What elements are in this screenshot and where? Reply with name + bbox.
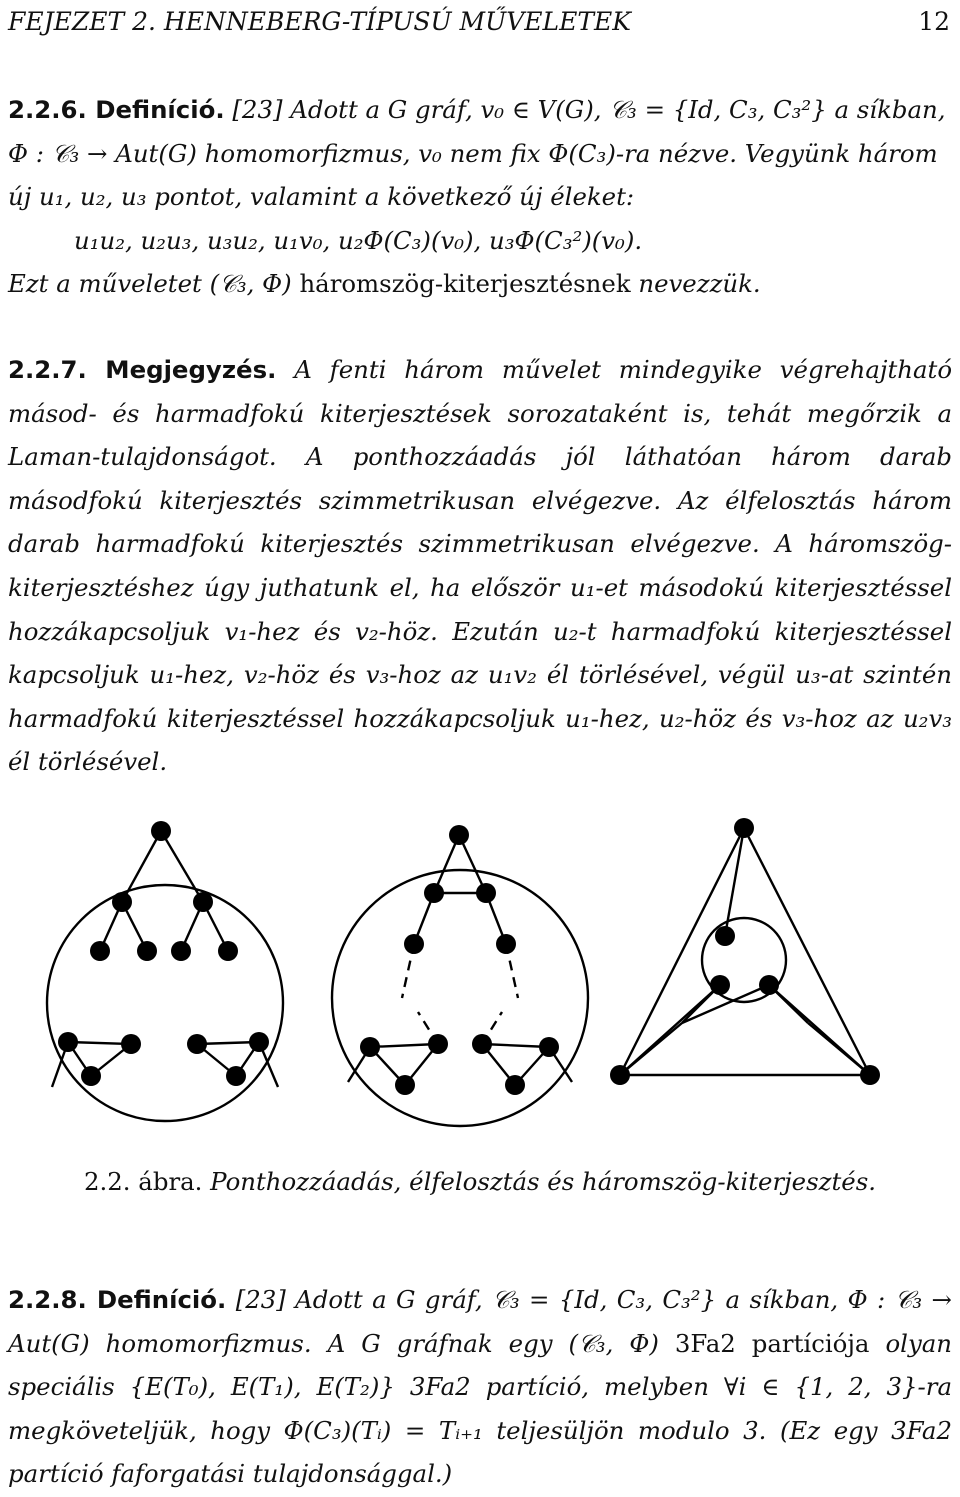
graph-1-vertex (193, 892, 213, 912)
definition-2-2-8 (8, 1278, 952, 1496)
graph-2-vertex (505, 1075, 525, 1095)
chapter-title: FEJEZET 2. HENNEBERG-TÍPUSÚ MŰVELETEK (8, 7, 631, 36)
graph-2-circle (332, 870, 588, 1126)
graph-1-vertex (58, 1032, 78, 1052)
graph-2-vertex (428, 1034, 448, 1054)
page-number: 12 (918, 7, 950, 36)
figure-caption (0, 1160, 960, 1204)
graph-1-vertex (137, 941, 157, 961)
graph-3-vertex (610, 1065, 630, 1085)
definition-text-c: olyan speciális {E(T₀), E(T₁), E(T₂)} 3Fa2 partíció, melyben ∀i ∈ {1, 2, 3}-ra megköveteljük, hogy Φ(C₃)(Tᵢ) = Tᵢ₊₁ teljesüljön modulo 3. (Ez egy 3Fa2 partíció faforgatási tulajdonsággal.) (8, 1328, 952, 1489)
definition-text-a: [23] Adott a G gráf, 𝒞₃ = {Id, C₃, C₃²} a síkban, Φ : 𝒞₃ → Aut(G) homomorfizmus. A G gráfnak egy (𝒞₃, Φ) (8, 1285, 952, 1358)
graph-1-circle (47, 885, 283, 1121)
graph-1-vertex (187, 1034, 207, 1054)
graph-1-vertex (171, 941, 191, 961)
graph-2-vertex (424, 883, 444, 903)
definition-line-5a: Ezt a műveletet (𝒞₃, Φ) (8, 269, 292, 299)
definition-2-2-6 (8, 88, 952, 306)
definition-line-1: [23] Adott a G gráf, v₀ ∈ V(G), 𝒞₃ = {Id, C₃, C₃²} a síkban, (232, 95, 946, 124)
graph-1-vertex (151, 821, 171, 841)
definition-edge-list: u₁u₂, u₂u₃, u₃u₂, u₁v₀, u₂Φ(C₃)(v₀), u₃Φ(C₃²)(v₀). (74, 225, 643, 255)
graph-3-vertex (759, 975, 779, 995)
graph-2-vertex (476, 883, 496, 903)
definition-label: 2.2.6. Definíció. (8, 95, 225, 124)
definition-line-2: Φ : 𝒞₃ → Aut(G) homomorfizmus, v₀ nem fix Φ(C₃)-ra nézve. Vegyünk három (8, 138, 938, 168)
graph-3-vertex (710, 975, 730, 995)
defined-term: háromszög-kiterjesztésnek (299, 269, 631, 299)
defined-term: 3Fa2 partíciója (674, 1328, 870, 1358)
definition-line-3: új u₁, u₂, u₃ pontot, valamint a következő új éleket: (8, 182, 635, 212)
running-header (8, 0, 956, 44)
graph-3-vertex (860, 1065, 880, 1085)
graph-1-vertex (226, 1066, 246, 1086)
graph-2-vertex (472, 1034, 492, 1054)
figure-number: 2.2. ábra. (84, 1167, 203, 1196)
graph-1-vertex (90, 941, 110, 961)
figure-graphs (40, 810, 940, 1160)
graph-1-vertex (121, 1034, 141, 1054)
graph-2-vertex (539, 1037, 559, 1057)
graph-1-vertex (249, 1032, 269, 1052)
graph-1-vertex (81, 1066, 101, 1086)
definition-label: 2.2.8. Definíció. (8, 1285, 227, 1314)
remark-2-2-7 (8, 348, 952, 784)
graph-2-vertex (395, 1075, 415, 1095)
graph-1-vertex (112, 892, 132, 912)
graph-3-vertex (715, 926, 735, 946)
graph-2-vertex (449, 825, 469, 845)
graph-2-vertex (404, 934, 424, 954)
graph-2-vertex (360, 1037, 380, 1057)
graph-2-vertex (496, 934, 516, 954)
graph-triangle-extension (620, 828, 870, 1075)
graph-edge-subdivision (332, 835, 588, 1126)
figure-caption-text: Ponthozzáadás, élfelosztás és háromszög-kiterjesztés. (210, 1167, 876, 1196)
definition-line-5c: nevezzük. (638, 269, 761, 299)
remark-text: A fenti három művelet mindegyike végrehajtható másod- és harmadfokú kiterjesztések sorozataként is, tehát megőrzik a Laman-tulajdonságot. A ponthozzáadás jól láthatóan három darab másodfokú kiterjesztés szimmetrikusan elvégezve. Az élfelosztás három darab harmadfokú kiterjesztés szimmetrikusan elvégezve. A háromszög-kiterjesztéshez úgy juthatunk el, ha először u₁-et másodokú kiterjesztéssel hozzákapcsoljuk v₁-hez és v₂-höz. Ezután u₂-t harmadfokú kiterjesztéssel kapcsoljuk u₁-hez, v₂-höz és v₃-hoz az u₁v₂ él törlésével, végül u₃-at szintén harmadfokú kiterjesztéssel hozzákapcsoljuk u₁-hez, u₂-höz és v₃-hoz az u₂v₃ él törlésével. (8, 355, 953, 777)
graph-1-vertex (218, 941, 238, 961)
graph-3-vertex (734, 818, 754, 838)
remark-label: 2.2.7. Megjegyzés. (8, 355, 277, 384)
